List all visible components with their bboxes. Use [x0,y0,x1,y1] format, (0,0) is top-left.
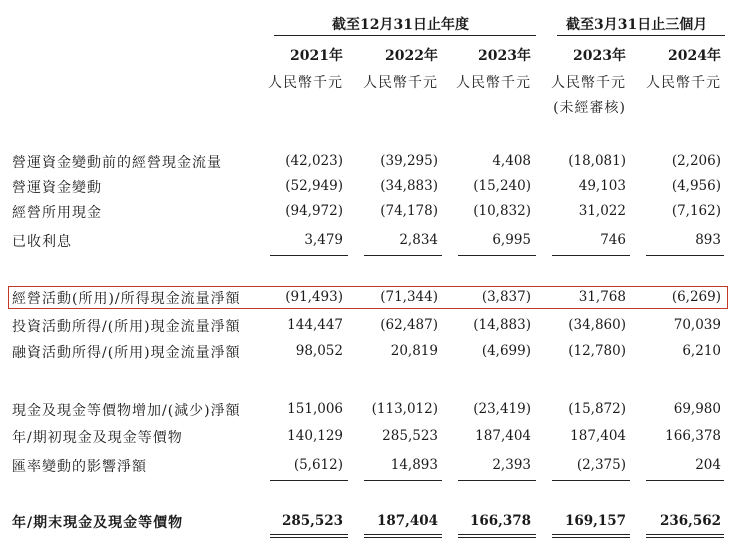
row-label-fx-effect: 匯率變動的影響淨額 [12,459,147,475]
cell-net-investing-cf-col2: (62,487) [380,317,438,333]
cell-net-operating-cf-col1: (91,493) [285,289,343,305]
rule-row4-c3 [458,255,536,256]
rule-row10-c5 [646,480,724,481]
rule-row10-c1 [270,480,348,481]
col-year-2023-q: 2023年 [573,48,626,64]
cell-opening-cash-col4: 187,404 [570,428,626,444]
row-label-closing-cash: 年/期末現金及現金等價物 [12,515,184,531]
cell-wc-changes-col3: (15,240) [473,178,531,194]
row-label-cash-used-in-ops: 經營所用現金 [12,205,102,221]
total-double-rule-a3 [458,534,536,535]
col-unit-2021: 人民幣千元 [268,75,343,91]
cell-net-financing-cf-col5: 6,210 [682,343,721,359]
col-note-unaudited: (未經審核) [553,100,626,116]
cell-wc-changes-col2: (34,883) [380,178,438,194]
cell-pre-wc-operating-cf-col1: (42,023) [285,153,343,169]
cell-pre-wc-operating-cf-col2: (39,295) [380,153,438,169]
cell-cash-used-in-ops-col5: (7,162) [671,203,721,219]
total-double-rule-a1 [270,534,348,535]
total-double-rule-b1 [270,537,348,538]
total-double-rule-a2 [364,534,442,535]
cell-opening-cash-col3: 187,404 [475,428,531,444]
col-year-2022: 2022年 [385,48,438,64]
cell-net-change-cash-col3: (23,419) [473,401,531,417]
cell-interest-received-col5: 893 [695,232,721,248]
row-label-net-operating-cf: 經營活動(所用)/所得現金流量淨額 [12,291,241,307]
rule-row10-c4 [552,480,630,481]
cell-net-financing-cf-col2: 20,819 [390,343,438,359]
row-label-interest-received: 已收利息 [12,234,72,250]
cell-interest-received-col4: 746 [600,232,626,248]
cell-net-change-cash-col1: 151,006 [287,401,343,417]
cell-net-operating-cf-col5: (6,269) [671,289,721,305]
col-unit-2023-q: 人民幣千元 [551,75,626,91]
col-unit-2024-q: 人民幣千元 [646,75,721,91]
cell-net-financing-cf-col3: (4,699) [481,343,531,359]
cell-net-change-cash-col5: 69,980 [673,401,721,417]
rule-row4-c1 [270,255,348,256]
cell-opening-cash-col1: 140,129 [287,428,343,444]
cell-fx-effect-col2: 14,893 [390,457,438,473]
cell-opening-cash-col5: 166,378 [665,428,721,444]
header-fiscal-year-underline [274,35,536,36]
cell-opening-cash-col2: 285,523 [382,428,438,444]
total-double-rule-b2 [364,537,442,538]
cell-net-financing-cf-col1: 98,052 [295,343,343,359]
cell-interest-received-col1: 3,479 [304,232,343,248]
cell-net-change-cash-col2: (113,012) [371,401,438,417]
rule-row4-c4 [552,255,630,256]
total-double-rule-b4 [552,537,630,538]
cell-net-operating-cf-col4: 31,768 [578,289,626,305]
header-three-months: 截至3月31日止三個月 [566,17,708,33]
col-unit-2022: 人民幣千元 [363,75,438,91]
col-year-2021: 2021年 [290,48,343,64]
cell-closing-cash-col2: 187,404 [376,513,438,529]
row-label-wc-changes: 營運資金變動 [12,180,102,196]
cell-cash-used-in-ops-col3: (10,832) [473,203,531,219]
cell-closing-cash-col3: 166,378 [469,513,531,529]
col-year-2024-q: 2024年 [668,48,721,64]
row-label-opening-cash: 年/期初現金及現金等價物 [12,430,183,446]
col-year-2023: 2023年 [478,48,531,64]
cell-cash-used-in-ops-col4: 31,022 [578,203,626,219]
rule-row4-c5 [646,255,724,256]
cell-pre-wc-operating-cf-col3: 4,408 [492,153,531,169]
cell-fx-effect-col4: (2,375) [576,457,626,473]
header-fiscal-year: 截至12月31日止年度 [332,17,469,33]
total-double-rule-a5 [646,534,724,535]
cell-net-financing-cf-col4: (12,780) [568,343,626,359]
cell-fx-effect-col1: (5,612) [293,457,343,473]
cell-cash-used-in-ops-col2: (74,178) [380,203,438,219]
total-double-rule-b5 [646,537,724,538]
cell-wc-changes-col5: (4,956) [671,178,721,194]
row-label-net-financing-cf: 融資活動所得/(所用)現金流量淨額 [12,345,241,361]
cell-fx-effect-col5: 204 [695,457,721,473]
cell-net-change-cash-col4: (15,872) [568,401,626,417]
rule-row10-c2 [364,480,442,481]
cell-net-operating-cf-col3: (3,837) [481,289,531,305]
cell-net-operating-cf-col2: (71,344) [380,289,438,305]
row-label-net-change-cash: 現金及現金等價物增加/(減少)淨額 [12,403,241,419]
cell-pre-wc-operating-cf-col4: (18,081) [568,153,626,169]
row-label-pre-wc-operating-cf: 營運資金變動前的經營現金流量 [12,155,222,171]
cell-net-investing-cf-col3: (14,883) [473,317,531,333]
rule-row10-c3 [458,480,536,481]
cell-interest-received-col2: 2,834 [399,232,438,248]
cell-wc-changes-col1: (52,949) [285,178,343,194]
col-unit-2023: 人民幣千元 [456,75,531,91]
cell-net-investing-cf-col5: 70,039 [673,317,721,333]
cell-cash-used-in-ops-col1: (94,972) [285,203,343,219]
row-label-net-investing-cf: 投資活動所得/(所用)現金流量淨額 [12,319,241,335]
cell-net-investing-cf-col1: 144,447 [287,317,343,333]
rule-row4-c2 [364,255,442,256]
cell-closing-cash-col1: 285,523 [281,513,343,529]
total-double-rule-a4 [552,534,630,535]
cell-closing-cash-col4: 169,157 [564,513,626,529]
cell-wc-changes-col4: 49,103 [578,178,626,194]
total-double-rule-b3 [458,537,536,538]
cell-net-investing-cf-col4: (34,860) [568,317,626,333]
cell-closing-cash-col5: 236,562 [659,513,721,529]
cell-pre-wc-operating-cf-col5: (2,206) [671,153,721,169]
cell-fx-effect-col3: 2,393 [492,457,531,473]
cell-interest-received-col3: 6,995 [492,232,531,248]
header-three-months-underline [557,35,725,36]
